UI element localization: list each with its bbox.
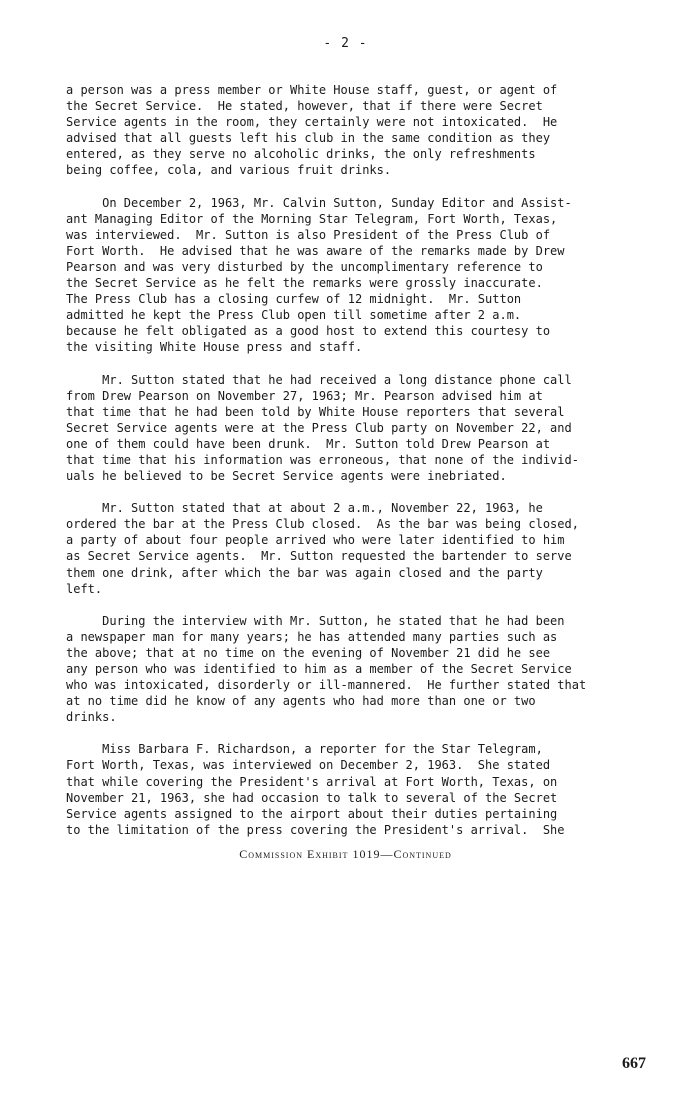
body-text	[66, 82, 626, 854]
paragraph: a person was a press member or White House staff, guest, or agent of the Secret Service. He stated, however, that if there were Secret Service agents in the room, they certainly were not intoxicated. He advised that all guests left his club in the same condition as they entered, as they serve no alcoholic drinks, the only refreshments being coffee, cola, and various fruit drinks.	[66, 83, 558, 178]
exhibit-caption: Commission Exhibit 1019—Continued	[239, 847, 452, 861]
page-number: - 2 -	[323, 36, 368, 51]
paragraph: On December 2, 1963, Mr. Calvin Sutton, Sunday Editor and Assist- ant Managing Editor of the Morning Star Telegram, Fort Worth, Texas, was interviewed. Mr. Sutton is also President of the Press Club of Fort Worth. He advised that he was aware of the remarks made by Drew Pearson and was very disturbed by the uncomplimentary reference to the Secret Service as he felt the remarks were grossly inaccurate. The Press Club has a closing curfew of 12 midnight. Mr. Sutton admitted he kept the Press Club open till sometime after 2 a.m. because he felt obligated as a good host to extend this courtesy to the visiting White House press and staff.	[66, 195, 572, 355]
paragraph: Mr. Sutton stated that at about 2 a.m., November 22, 1963, he ordered the bar at the Press Club closed. As the bar was being closed, a party of about four people arrived who were later identified to him as Secret Service agents. Mr. Sutton requested the bartender to serve them one drink, after which the bar was again closed and the party left.	[66, 501, 579, 596]
paragraph: During the interview with Mr. Sutton, he stated that he had been a newspaper man for many years; he has attended many parties such as the above; that at no time on the evening of November 21 did he see any person who was identified to him as a member of the Secret Service who was intoxicated, disorderly or ill-mannered. He further stated that at no time did he know of any agents who had more than one or two drinks.	[66, 613, 587, 725]
folio-number: 667	[622, 1055, 646, 1072]
paragraph: Mr. Sutton stated that he had received a long distance phone call from Drew Pearson on November 27, 1963; Mr. Pearson advised him at that time that he had been told by White House reporters that several Secret Service agents were at the Press Club party on November 22, and one of them could have been drunk. Mr. Sutton told Drew Pearson at that time that his information was erroneous, that none of the individ- uals he believed to be Secret Service agents were inebriated.	[66, 372, 579, 484]
paragraph: Miss Barbara F. Richardson, a reporter for the Star Telegram, Fort Worth, Texas, was interviewed on December 2, 1963. She stated that while covering the President's arrival at Fort Worth, Texas, on November 21, 1963, she had occasion to talk to several of the Secret Service agents assigned to the airport about their duties pertaining to the limitation of the press covering the President's arrival. She	[66, 742, 565, 837]
